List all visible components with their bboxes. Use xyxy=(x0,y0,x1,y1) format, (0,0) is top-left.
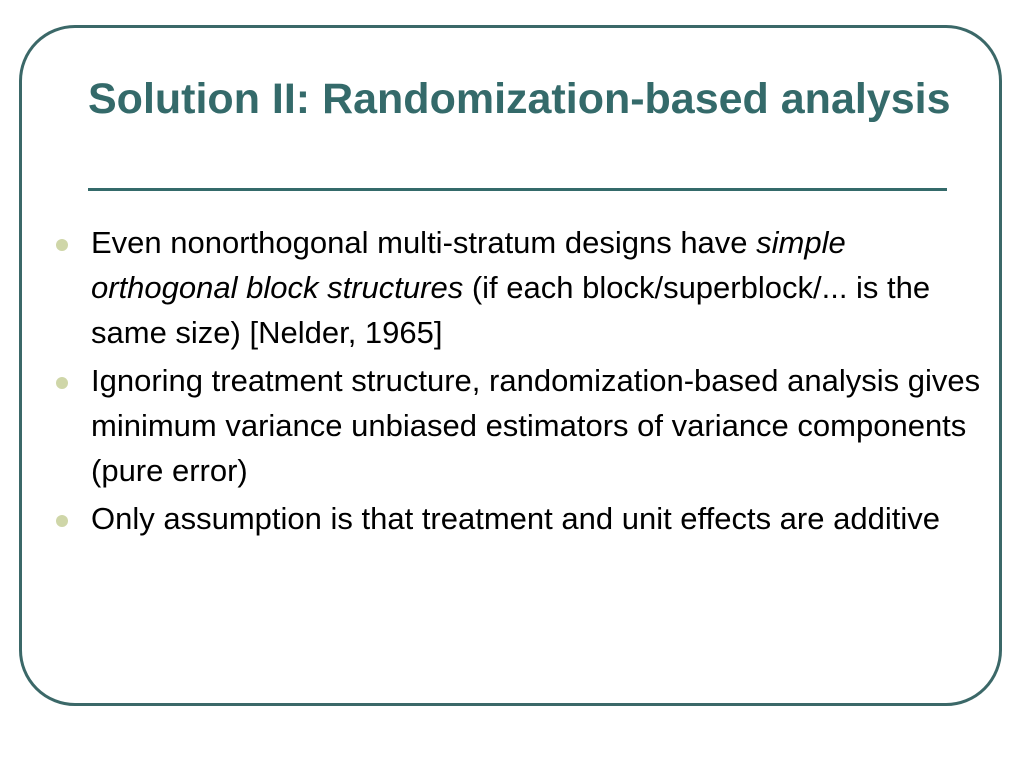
bullet-text-segment: Only assumption is that treatment and unit effects are additive xyxy=(91,501,940,536)
bullet-list xyxy=(50,220,990,544)
circle-bullet-icon xyxy=(56,239,68,251)
bullet-text-segment: Ignoring treatment structure, randomization-based analysis gives minimum variance unbiased estimators of variance components (pure error) xyxy=(91,363,981,488)
bullet-text xyxy=(91,220,990,355)
bullet-text xyxy=(91,358,990,493)
circle-bullet-icon xyxy=(56,515,68,527)
bullet-item xyxy=(50,358,990,493)
bullet-text-segment: Even nonorthogonal multi-stratum designs have xyxy=(91,225,757,260)
bullet-item xyxy=(50,496,990,541)
bullet-text-italic-segment: simple orthogonal block structures xyxy=(91,225,846,305)
bullet-text-segment: (if each block/superblock/... is the same size) [Nelder, 1965] xyxy=(91,270,931,350)
title-underline xyxy=(88,188,947,191)
circle-bullet-icon xyxy=(56,377,68,389)
bullet-text xyxy=(91,496,990,541)
slide-title: Solution II: Randomization-based analysis xyxy=(88,75,951,123)
bullet-item xyxy=(50,220,990,355)
